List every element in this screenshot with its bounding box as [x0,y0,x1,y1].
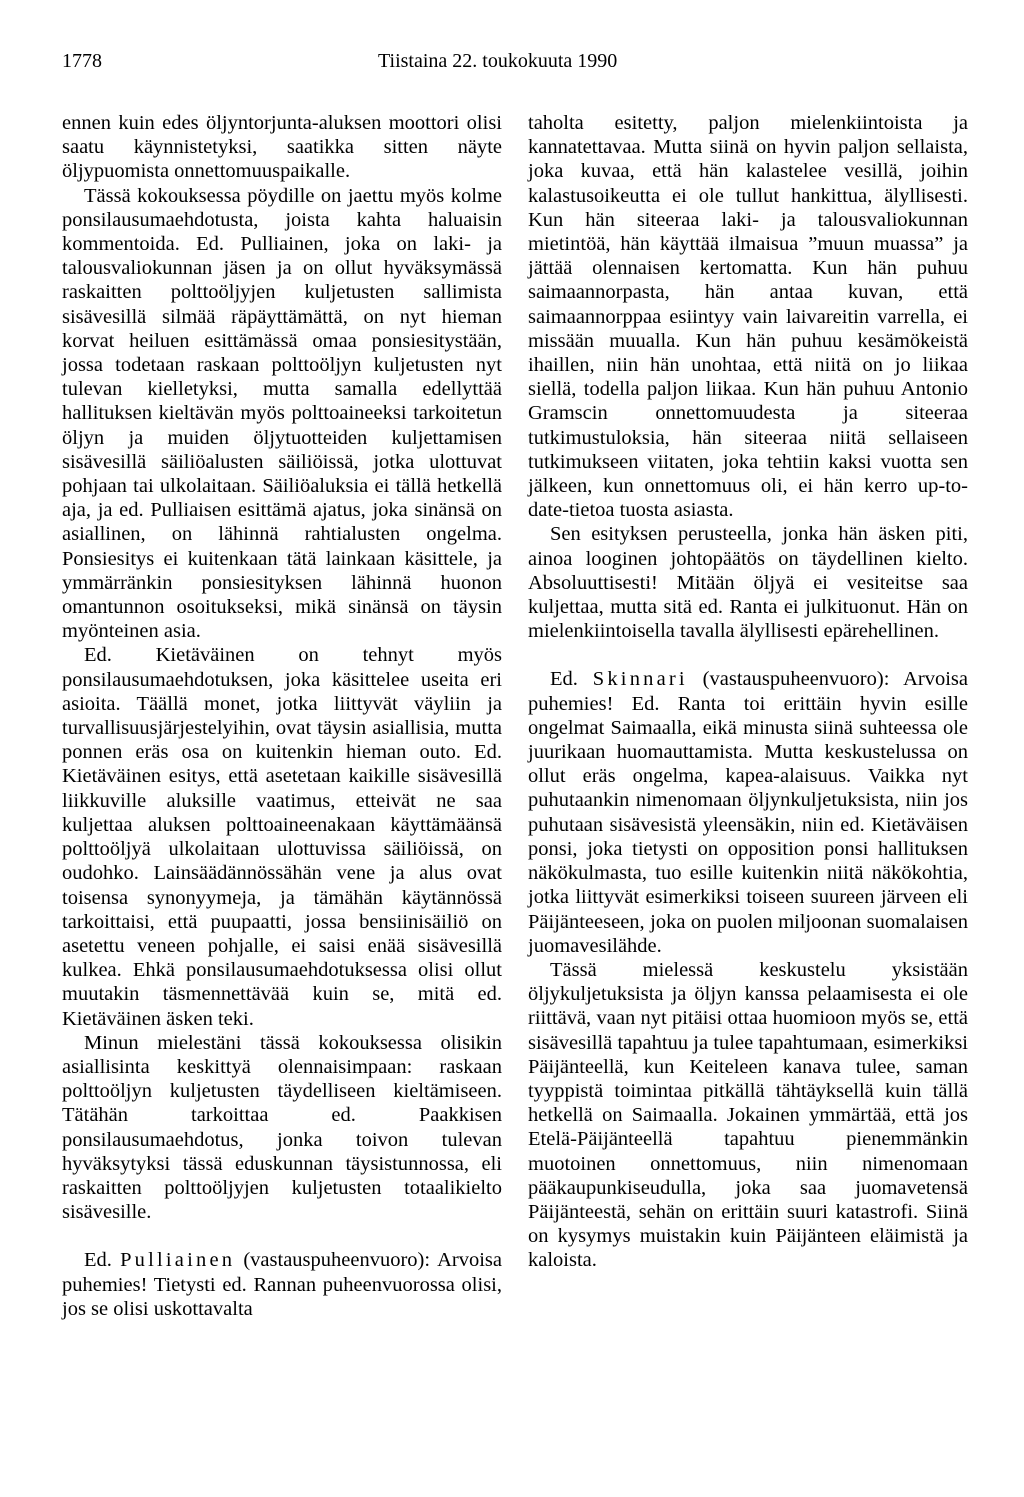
paragraph: Tässä mielessä keskustelu yksistään öljykuljetuksista ja öljyn kanssa pelaamisesta ei ole riittävä, vaan nyt pitäisi ottaa huomioon myös se, että sisävesillä tapahtuu ja tulee tapahtumaan, esimerkiksi Päijänteellä, kun Keiteleen kanava tulee, saman tyyppistä toimintaa pitkällä tähtäyksellä kuin tällä hetkellä on Saimaalla. Jokainen ymmärtää, että jos Etelä-Päijänteellä tapahtuu pienemmänkin muotoinen onnettomuus, niin nimenomaan pääkaupunkiseudulla, joka saa juomavetensä Päijänteestä, sehän on erittäin suuri katastrofi. Siinä on kysymys muistakin kuin Päijänteen eläimistä ja kaloista. [528,958,968,1272]
speaker-name: Pulliainen [120,1249,236,1272]
header-date: Tiistaina 22. toukokuuta 1990 [378,50,618,72]
speech-role: (vastauspuheenvuoro): [702,668,890,691]
paragraph: ennen kuin edes öljyntorjunta-aluksen moottori olisi saatu käynnistetyksi, saatikka sitten näyte öljypuomista onnettomuuspaikalle. [62,112,502,183]
speech-prefix: Ed. [84,1249,112,1272]
left-column [62,111,502,1321]
speech-role: (vastauspuheenvuoro): [243,1249,431,1272]
right-column [528,111,968,1273]
speech-paragraph [62,1248,502,1321]
speech-paragraph [528,667,968,957]
running-header [0,50,1024,80]
paragraph: Sen esityksen perusteella, jonka hän äsken piti, ainoa looginen johtopäätös on täydellinen kielto. Absoluuttisesti! Mitään öljyä ei vesiteitse saa kuljettaa, mutta sitä ed. Ranta ei julkituonut. Hän on mielenkiintoisella tavalla älyllisesti epärehellinen. [528,523,968,643]
speech-text: Arvoisa puhemies! Ed. Ranta toi erittäin hyvin esille ongelmat Saimaalla, eikä minusta siinä suhteessa ole juurikaan huomauttamista. Mutta keskustelussa on ollut eräs ongelma, kapea-alaisuus. Vaikka nyt puhutaankin nimenomaan öljynkuljetuksista, niin jos puhutaan sisävesistä yleensäkin, niin ed. Kietäväisen ponsi, joka tietysti on opposition ponsi hallituksen näkökulmasta, tuo esille kuitenkin niitä näkökohtia, jotka liittyvät esimerkiksi toiseen suureen järveen eli Päijänteeseen, joka on puolen miljoonan suomalaisen juomavesilähde. [528,668,969,957]
speech-prefix: Ed. [550,668,578,691]
paragraph: taholta esitetty, paljon mielenkiintoista ja kannatettavaa. Mutta siinä on hyvin paljon sellaista, joka kuvaa, että hän kalastelee vesillä, joihin kalastusoikeutta ei ole tullut hankittua, älyllisesti. Kun hän siteeraa laki- ja talousvaliokunnan mietintöä, hän käyttää ilmaisua ”muun muassa” ja jättää olennaisen kertomatta. Kun hän puhuu saimaannorpasta, hän antaa kuvan, että saimaannorppaa esiintyy vain laivareitin varrella, ei missään muualla. Kun hän puhuu kesämökeistä ihaillen, niin hän unohtaa, että niitä on jo liikaa siellä, todella paljon liikaa. Kun hän puhuu Antonio Gramscin onnettomuudesta ja siteeraa tutkimustuloksia, hän siteeraa niitä sellaiseen tutkimukseen viitaten, joka tehtiin kaksi vuotta sen jälkeen, kun onnettomuus oli, ei hän kerro up-to-date-tietoa tuosta asiasta. [528,112,968,522]
paragraph: Ed. Kietäväinen on tehnyt myös ponsilausumaehdotuksen, joka käsittelee useita eri asioita. Täällä monet, jotka liittyvät väyliin ja turvallisuusjärjestelyihin, ovat täysin asiallisia, mutta ponnen eräs osa on kuitenkin hieman outo. Ed. Kietäväinen esitys, että asetetaan kaikille sisävesillä liikkuville aluksille vaatimus, etteivät ne saa kuljettaa aluksen polttoaineenakaan käyttämäänsä polttoöljyä ulkolaitaan ulottuvissa säiliöissä, on oudohko. Lainsäädännössähän vene ja alus ovat toisensa synonyymeja, ja tämähän käytännössä tarkoittaisi, että puupaatti, jossa bensiinisäiliö on asetettu veneen pohjalle, ei saisi enää sisävesillä kulkea. Ehkä ponsilausumaehdotuksessa olisi ollut muutakin täsmennettävää kuin se, mitä ed. Kietäväinen äsken teki. [62,644,502,1030]
page-number: 1778 [62,50,102,72]
paragraph: Tässä kokouksessa pöydille on jaettu myös kolme ponsilausumaehdotusta, joista kahta haluaisin kommentoida. Ed. Pulliainen, joka on laki- ja talousvaliokunnan jäsen ja on ollut hyväksymässä raskaitten polttoöljyjen kuljetusten sallimista sisävesillä silmää räpäyttämättä, on nyt hieman korvat heiluen esittämässä omaa ponsiesitystään, jossa todetaan raskaan polttoöljyn kuljetusten nyt tulevan kielletyksi, mutta samalla edellyttää hallituksen kieltävän myös polttoaineeksi tarkoitetun öljyn ja muiden öljytuotteiden kuljettamisen sisävesillä säiliöalusten säiliöissä, jotka ulottuvat pohjaan tai ulkolaitaan. Säiliöaluksia ei tällä hetkellä aja, ja ed. Pulliaisen esittämä ajatus, joka sinänsä on asiallinen, on lähinnä rahtialusten ongelma. Ponsiesitys ei kuitenkaan tätä lainkaan käsittele, ja ymmärränkin ponsiesityksen lähinnä huonon omantunnon osoitukseksi, mikä sinänsä on täysin myönteinen asia. [62,184,502,643]
speech-text: Arvoisa puhemies! Tietysti ed. Rannan puheenvuorossa olisi, jos se olisi uskottavalta [62,1249,503,1320]
speaker-name: Skinnari [592,668,688,691]
paragraph: Minun mielestäni tässä kokouksessa olisikin asiallisinta keskittyä olennaisimpaan: raskaan polttoöljyn kuljetusten täydelliseen kieltämiseen. Tätähän tarkoittaa ed. Paakkisen ponsilausumaehdotus, jonka toivon tulevan hyväksytyksi tässä eduskunnan täysistunnossa, eli raskaitten polttoöljyjen kuljetusten totaalikielto sisävesille. [62,1031,502,1224]
